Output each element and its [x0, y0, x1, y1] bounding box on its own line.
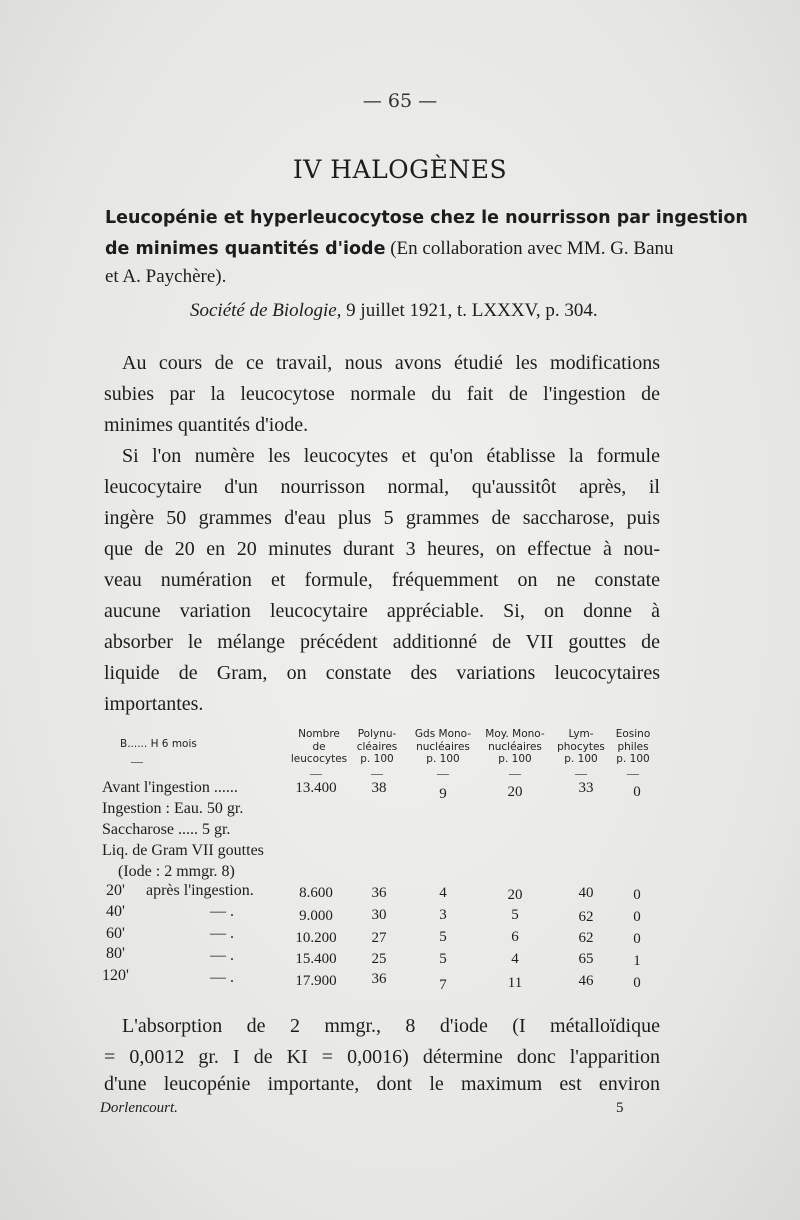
source-details: 9 juillet 1921, t. LXXXV, p. 304.: [341, 300, 598, 321]
article-title-collab: (En collaboration avec MM. G. Banu: [385, 238, 674, 259]
cell-polynucleaires: 25: [371, 951, 387, 967]
article-title-line-1: Leucopénie et hyperleucocytose chez le nourrisson par ingestion: [105, 208, 748, 228]
paragraph-1-line: subies par la leucocytose normale du fait de l'ingestion de: [104, 383, 660, 405]
cell-gds-mono: 4: [439, 885, 447, 901]
cell-lymphocytes: 65: [578, 951, 594, 967]
table-header-lymphocytes: Lym- phocytes p. 100: [557, 728, 605, 765]
cell-leucocytes: 8.600: [299, 885, 333, 901]
row-time: 120': [102, 967, 129, 984]
row-time: 80': [106, 945, 125, 962]
source-journal: Société de Biologie,: [190, 300, 342, 321]
row-label: — .: [210, 925, 234, 942]
cell-lymphocytes: 40: [578, 885, 594, 901]
cell-polynucleaires: 27: [371, 930, 387, 946]
paragraph-3-line: L'absorption de 2 mmgr., 8 d'iode (I métalloïdique: [122, 1015, 660, 1037]
table-subject-dash: —: [131, 754, 143, 768]
cell-gds-mono: 9: [439, 786, 447, 802]
paragraph-2-line: aucune variation leucocytaire appréciable. Si, on donne à: [104, 600, 660, 622]
cell-moy-mono: 4: [511, 951, 519, 967]
cell-moy-mono: 5: [511, 907, 519, 923]
paragraph-3-line: = 0,0012 gr. I de KI = 0,0016) détermine donc l'apparition: [104, 1046, 660, 1068]
footer-author: Dorlencourt.: [100, 1100, 178, 1116]
cell-leucocytes: 13.400: [295, 780, 337, 796]
paragraph-1-line: Au cours de ce travail, nous avons étudié les modifications: [122, 352, 660, 374]
paragraph-2-line: que de 20 en 20 minutes durant 3 heures, on effectue à nou-: [104, 538, 660, 560]
article-title-line-2: [105, 238, 675, 260]
cell-eosinophiles: 1: [633, 953, 641, 969]
cell-eosinophiles: 0: [633, 975, 641, 991]
cell-leucocytes: 15.400: [295, 951, 337, 967]
paragraph-2-line: veau numération et formule, fréquemment on ne constate: [104, 569, 660, 591]
column-dash: —: [509, 766, 521, 780]
row-label: après l'ingestion.: [146, 882, 254, 899]
cell-polynucleaires: 36: [371, 885, 387, 901]
row-time: 20': [106, 882, 125, 899]
cell-lymphocytes: 62: [578, 909, 594, 925]
paragraph-2-line: Si l'on numère les leucocytes et qu'on établisse la formule: [122, 445, 660, 467]
row-label-gram: Liq. de Gram VII gouttes: [102, 842, 264, 859]
row-time: 60': [106, 925, 125, 942]
table-header-moy-mono: Moy. Mono- nucléaires p. 100: [485, 728, 545, 765]
paragraph-2-line: absorber le mélange précédent additionné de VII gouttes de: [104, 631, 660, 653]
column-dash: —: [575, 766, 587, 780]
cell-eosinophiles: 0: [633, 887, 641, 903]
page-number: — 65 —: [362, 90, 438, 112]
row-label: — .: [210, 903, 234, 920]
table-header-eosinophiles: Eosino philes p. 100: [615, 728, 651, 765]
cell-lymphocytes: 62: [578, 930, 594, 946]
article-title-bold: de minimes quantités d'iode: [105, 239, 386, 259]
cell-leucocytes: 10.200: [295, 930, 337, 946]
row-label-avant: Avant l'ingestion ......: [102, 779, 238, 796]
cell-leucocytes: 9.000: [299, 908, 333, 924]
column-dash: —: [371, 766, 383, 780]
paragraph-2-line: liquide de Gram, on constate des variations leucocytaires: [104, 662, 660, 684]
cell-moy-mono: 20: [507, 887, 523, 903]
row-label: — .: [210, 947, 234, 964]
cell-lymphocytes: 46: [578, 973, 594, 989]
paragraph-2-line: ingère 50 grammes d'eau plus 5 grammes de saccharose, puis: [104, 507, 660, 529]
paragraph-3-line: d'une leucopénie importante, dont le maximum est environ: [104, 1073, 660, 1095]
cell-gds-mono: 5: [439, 929, 447, 945]
table-header-leucocytes: Nombre de leucocytes: [290, 728, 348, 765]
cell-eosinophiles: 0: [633, 784, 641, 800]
table-header-polynucleaires: Polynu- cléaires p. 100: [356, 728, 398, 765]
cell-eosinophiles: 0: [633, 931, 641, 947]
row-time: 40': [106, 903, 125, 920]
row-label-iode: (Iode : 2 mmgr. 8): [118, 863, 235, 880]
cell-polynucleaires: 38: [371, 780, 387, 796]
section-title: IV HALOGÈNES: [292, 155, 508, 184]
cell-moy-mono: 20: [507, 784, 523, 800]
cell-eosinophiles: 0: [633, 909, 641, 925]
article-source: [190, 300, 598, 322]
cell-polynucleaires: 36: [371, 971, 387, 987]
cell-leucocytes: 17.900: [295, 973, 337, 989]
paragraph-2-line: leucocytaire d'un nourrisson normal, qu'aussitôt après, il: [104, 476, 660, 498]
table-header-gds-mono: Gds Mono- nucléaires p. 100: [414, 728, 472, 765]
cell-gds-mono: 5: [439, 951, 447, 967]
footer-signature: 5: [616, 1100, 624, 1116]
column-dash: —: [310, 766, 322, 780]
cell-moy-mono: 6: [511, 929, 519, 945]
paragraph-2-line: importantes.: [104, 693, 204, 715]
paragraph-1-line: minimes quantités d'iode.: [104, 414, 309, 436]
row-label-ingestion: Ingestion : Eau. 50 gr.: [102, 800, 244, 817]
cell-polynucleaires: 30: [371, 907, 387, 923]
cell-moy-mono: 11: [507, 975, 523, 991]
cell-lymphocytes: 33: [578, 780, 594, 796]
row-label: — .: [210, 969, 234, 986]
article-title-line-3: et A. Paychère).: [105, 266, 227, 287]
cell-gds-mono: 3: [439, 907, 447, 923]
row-label-saccharose: Saccharose ..... 5 gr.: [102, 821, 231, 838]
column-dash: —: [437, 766, 449, 780]
table-subject: B...... H 6 mois: [120, 738, 197, 750]
cell-gds-mono: 7: [439, 977, 447, 993]
column-dash: —: [627, 766, 639, 780]
